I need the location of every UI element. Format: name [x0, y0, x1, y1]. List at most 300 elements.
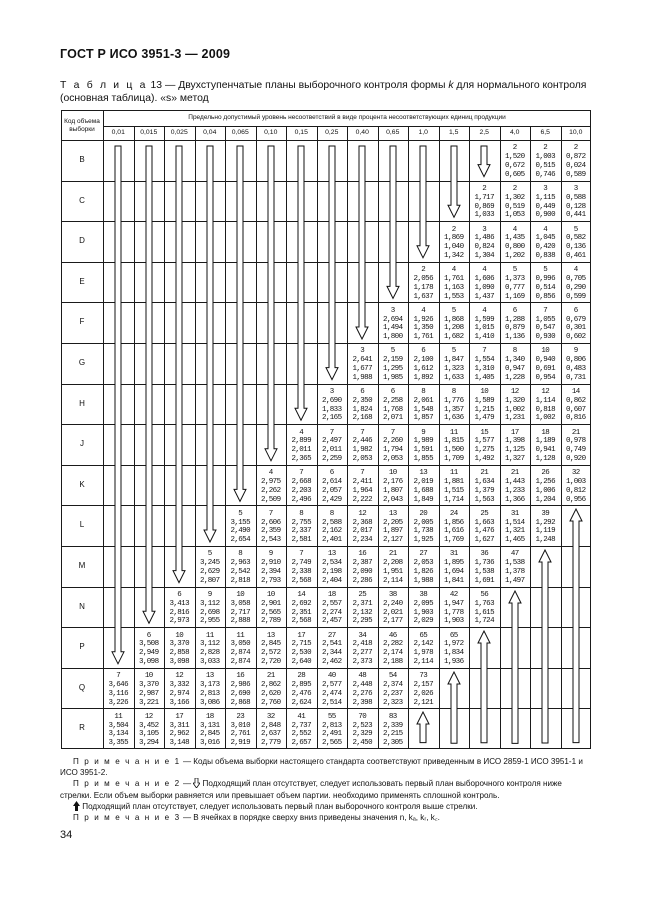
plan-k: 2,387 — [352, 559, 372, 568]
plan-n: 9 — [573, 347, 578, 356]
plan-k: 0,290 — [565, 283, 586, 292]
plan-cell — [530, 181, 561, 222]
plan-k: 2,543 — [260, 536, 281, 545]
plan-k: 3,010 — [230, 721, 250, 730]
plan-k: 0,920 — [565, 454, 586, 463]
plan-cell — [561, 302, 592, 343]
plan-k: 2,418 — [352, 640, 372, 649]
plan-cell — [286, 587, 317, 628]
plan-n: 6 — [390, 388, 395, 396]
plan-cell — [164, 668, 195, 709]
plan-k: 1,350 — [413, 324, 433, 333]
plan-k: 1,233 — [504, 486, 525, 495]
plan-k: 3,504 — [108, 721, 128, 730]
plan-k: 3,050 — [230, 640, 250, 649]
plan-n: 21 — [510, 469, 519, 478]
plan-k: 1,033 — [474, 211, 494, 220]
page-number: 34 — [60, 829, 73, 841]
plan-n: 39 — [541, 509, 550, 518]
plan-k: 1,003 — [535, 153, 555, 162]
up-arrow-icon — [538, 550, 552, 743]
plan-cell — [256, 627, 287, 668]
plan-n: 10 — [144, 672, 153, 681]
plan-k: 2,476 — [291, 689, 311, 698]
plan-cell — [225, 587, 256, 628]
plan-k: 1,869 — [443, 234, 464, 243]
plan-k: 1,563 — [474, 495, 494, 504]
plan-k: 1,320 — [504, 396, 525, 405]
plan-k: 1,688 — [413, 486, 433, 495]
aql-header: 0,065 — [231, 129, 249, 136]
plan-k: 2,552 — [291, 730, 311, 739]
plan-k: 1,342 — [443, 251, 464, 260]
plan-cell — [530, 262, 561, 303]
plan-k: 1,847 — [443, 356, 464, 365]
note-2-text: Подходящий план отсутствует, следует использовать первый план выборочного контроля ниже стрелки. Если объем выборки равняется или превышает объем партии. необходимо применять сплошной контроль. — [60, 779, 562, 800]
plan-k: 1,119 — [535, 527, 555, 536]
plan-k: 2,755 — [291, 518, 311, 527]
note-1 — [60, 756, 593, 778]
plan-n: 7 — [390, 428, 395, 437]
plan-cell — [347, 424, 378, 465]
plan-cell — [408, 668, 439, 709]
plan-cell — [408, 384, 439, 425]
plan-n: 41 — [297, 712, 306, 721]
plan-cell — [317, 465, 348, 506]
plan-k: 3,173 — [199, 681, 220, 689]
plan-k: 2,462 — [321, 657, 342, 666]
plan-k: 2,542 — [230, 568, 250, 576]
plan-cell — [439, 546, 470, 587]
plan-k: 2,668 — [291, 478, 311, 486]
plan-n: 3 — [329, 388, 334, 396]
plan-k: 1,972 — [443, 640, 464, 649]
plan-cell — [195, 587, 226, 628]
plan-n: 13 — [205, 672, 214, 681]
plan-k: 1,776 — [443, 396, 464, 405]
plan-n: 2 — [543, 144, 548, 153]
plan-k: 1,988 — [352, 373, 372, 382]
plan-k: 2,496 — [291, 495, 311, 504]
plan-k: 0,691 — [535, 365, 555, 373]
plan-k: 1,256 — [535, 478, 555, 486]
plan-n: 5 — [573, 225, 578, 234]
plan-k: 2,056 — [413, 275, 433, 283]
plan-cell — [164, 587, 195, 628]
code-label: B — [79, 155, 85, 164]
plan-cell — [469, 587, 500, 628]
plan-k: 0,024 — [565, 162, 586, 170]
plan-k: 1,627 — [474, 536, 494, 545]
plan-k: 2,011 — [321, 446, 342, 455]
aql-header: 0,025 — [170, 129, 188, 136]
plan-k: 2,274 — [321, 608, 342, 617]
plan-k: 1,215 — [474, 405, 494, 414]
up-arrow-icon — [508, 591, 522, 743]
plan-n: 8 — [421, 388, 426, 396]
plan-n: 6 — [177, 591, 182, 599]
plan-k: 1,178 — [413, 283, 433, 292]
plan-n: 3 — [543, 185, 548, 193]
plan-k: 2,114 — [382, 576, 403, 585]
plan-n: 10 — [480, 388, 489, 396]
plan-k: 2,715 — [291, 640, 311, 649]
down-arrow-icon — [142, 146, 156, 623]
plan-k: 2,205 — [382, 518, 403, 527]
plan-cell — [561, 343, 592, 384]
plan-k: 2,973 — [169, 617, 189, 626]
plan-k: 2,963 — [230, 559, 250, 568]
plan-n: 21 — [480, 469, 489, 478]
plan-k: 2,450 — [352, 739, 372, 748]
code-label: J — [80, 439, 84, 449]
plan-n: 14 — [571, 388, 580, 396]
plan-n: 4 — [451, 266, 456, 275]
plan-cell — [317, 424, 348, 465]
plan-k: 2,640 — [291, 657, 311, 666]
plan-cell — [347, 546, 378, 587]
plan-n: 13 — [327, 550, 336, 559]
aql-header: 2,5 — [479, 129, 489, 136]
plan-k: 2,174 — [382, 649, 403, 658]
plan-k: 0,602 — [565, 333, 586, 342]
plan-k: 1,677 — [352, 365, 372, 373]
plan-cell — [347, 587, 378, 628]
plan-k: 2,061 — [413, 396, 433, 405]
plan-k: 2,614 — [321, 478, 342, 486]
plan-n: 21 — [266, 672, 275, 681]
plan-k: 0,856 — [535, 292, 555, 301]
plan-k: 2,095 — [413, 599, 433, 608]
plan-k: 0,515 — [535, 162, 555, 170]
plan-n: 5 — [390, 347, 395, 356]
plan-k: 2,474 — [321, 689, 342, 698]
plan-cell — [225, 708, 256, 749]
plan-cell — [439, 302, 470, 343]
plan-cell — [500, 505, 531, 546]
plan-k: 0,672 — [504, 162, 525, 170]
plan-n: 7 — [268, 509, 273, 518]
plan-k: 2,127 — [382, 536, 403, 545]
plan-k: 1,302 — [504, 193, 525, 202]
plan-cell — [469, 262, 500, 303]
plan-cell — [225, 546, 256, 587]
plan-k: 2,368 — [352, 518, 372, 527]
plan-k: 2,818 — [230, 576, 250, 585]
plan-k: 3,311 — [169, 721, 189, 730]
plan-k: 0,679 — [565, 315, 586, 324]
plan-cell — [134, 627, 165, 668]
plan-cell — [378, 546, 409, 587]
plan-cell — [286, 708, 317, 749]
plan-k: 2,848 — [260, 721, 281, 730]
code-label: C — [79, 195, 85, 205]
plan-k: 2,350 — [352, 396, 372, 405]
plan-cell — [408, 505, 439, 546]
plan-k: 2,071 — [382, 414, 403, 423]
plan-cell — [317, 546, 348, 587]
code-label: F — [79, 317, 85, 327]
plan-n: 10 — [388, 469, 397, 478]
plan-cell — [286, 505, 317, 546]
plan-k: 1,378 — [504, 568, 525, 576]
plan-k: 2,761 — [230, 730, 250, 739]
plan-k: 2,114 — [413, 657, 433, 666]
note-2-dash: — — [180, 779, 194, 789]
plan-k: 1,295 — [382, 365, 403, 373]
plan-n: 18 — [327, 591, 336, 599]
plan-cell — [561, 262, 592, 303]
code-label: H — [79, 398, 85, 408]
plan-n: 12 — [358, 509, 367, 518]
plan-k: 2,338 — [291, 568, 311, 576]
plan-k: 2,005 — [413, 518, 433, 527]
plan-k: 1,778 — [443, 608, 464, 617]
plan-k: 1,714 — [443, 495, 464, 504]
plan-k: 2,807 — [199, 576, 220, 585]
plan-k: 1,709 — [443, 454, 464, 463]
plan-n: 25 — [358, 591, 367, 599]
plan-k: 1,090 — [474, 283, 494, 292]
plan-k: 2,165 — [321, 414, 342, 423]
plan-n: 11 — [205, 631, 214, 640]
plan-k: 2,962 — [169, 730, 189, 739]
caption-k: k — [448, 80, 454, 91]
plan-n: 25 — [480, 509, 489, 518]
plan-cell — [500, 262, 531, 303]
caption-text-end: для нормального контроля (основная таблица). «s» метод — [60, 80, 587, 104]
plan-cell — [103, 668, 134, 709]
plan-cell — [408, 302, 439, 343]
plan-k: 2,654 — [230, 536, 250, 545]
plan-k: 2,690 — [230, 689, 250, 698]
plan-k: 0,806 — [565, 356, 586, 365]
plan-k: 1,310 — [474, 365, 494, 373]
plan-cell — [378, 708, 409, 749]
plan-k: 1,520 — [504, 153, 525, 162]
plan-k: 1,515 — [443, 486, 464, 495]
plan-n: 12 — [541, 388, 550, 396]
plan-k: 3,105 — [138, 730, 159, 739]
plan-k: 2,371 — [352, 599, 372, 608]
plan-k: 2,974 — [169, 689, 189, 698]
note-3-text: — В ячейках в порядке сверху вниз приведены значения n, kₐ, kᵣ, k꜀. — [180, 813, 440, 823]
plan-k: 2,793 — [260, 576, 281, 585]
plan-k: 0,441 — [565, 211, 586, 220]
plan-k: 2,411 — [352, 478, 372, 486]
plan-k: 1,636 — [443, 414, 464, 423]
plan-k: 1,497 — [504, 576, 525, 585]
plan-n: 11 — [114, 712, 123, 721]
plan-n: 20 — [419, 509, 428, 518]
plan-k: 1,055 — [535, 315, 555, 324]
plan-k: 3,221 — [138, 698, 159, 707]
plan-k: 1,841 — [443, 576, 464, 585]
plan-k: 1,015 — [474, 324, 494, 333]
plan-k: 1,486 — [474, 234, 494, 243]
plan-k: 2,043 — [382, 495, 403, 504]
up-arrow-icon — [477, 631, 491, 743]
plan-cell — [195, 627, 226, 668]
plan-n: 3 — [573, 185, 578, 193]
plan-k: 1,633 — [443, 373, 464, 382]
plan-n: 17 — [175, 712, 184, 721]
plan-k: 2,011 — [291, 446, 311, 455]
plan-k: 1,985 — [382, 373, 403, 382]
plan-k: 3,016 — [199, 739, 220, 748]
plan-k: 1,327 — [504, 454, 525, 463]
plan-cell — [530, 343, 561, 384]
plan-cell — [347, 384, 378, 425]
plan-n: 21 — [571, 428, 580, 437]
plan-k: 1,163 — [443, 283, 464, 292]
plan-n: 18 — [205, 712, 214, 721]
plan-n: 9 — [268, 550, 273, 559]
plan-n: 55 — [327, 712, 336, 721]
plan-k: 1,612 — [413, 365, 433, 373]
plan-cell — [561, 384, 592, 425]
plan-cell — [439, 505, 470, 546]
plan-n: 10 — [236, 591, 245, 599]
plan-k: 2,398 — [352, 698, 372, 707]
note-2 — [60, 778, 593, 800]
plan-k: 1,465 — [504, 536, 525, 545]
plan-n: 27 — [327, 631, 336, 640]
plan-k: 1,410 — [474, 333, 494, 342]
note-2-label: П р и м е ч а н и е 2 — [73, 779, 181, 789]
plan-k: 2,845 — [260, 640, 281, 649]
aql-header: 0,40 — [355, 129, 369, 136]
plan-k: 1,947 — [443, 599, 464, 608]
plan-n: 5 — [451, 347, 456, 356]
plan-k: 2,717 — [230, 608, 250, 617]
plan-k: 2,026 — [413, 689, 433, 698]
plan-k: 2,490 — [230, 527, 250, 536]
plan-cell — [469, 424, 500, 465]
plan-cell — [408, 262, 439, 303]
down-arrow-icon — [477, 146, 491, 177]
down-arrow-icon — [233, 146, 247, 501]
plan-k: 3,116 — [108, 689, 128, 698]
plan-k: 1,634 — [474, 478, 494, 486]
plan-cell — [103, 708, 134, 749]
plan-k: 3,058 — [230, 599, 250, 608]
plan-k: 0,705 — [565, 275, 586, 283]
plan-k: 2,620 — [260, 689, 281, 698]
plan-n: 2 — [573, 144, 578, 153]
table-caption — [60, 79, 594, 105]
plan-k: 0,599 — [565, 292, 586, 301]
plan-cell — [317, 505, 348, 546]
plan-k: 1,045 — [535, 234, 555, 243]
plan-n: 4 — [543, 225, 548, 234]
plan-k: 1,824 — [352, 405, 372, 414]
plan-k: 1,763 — [474, 599, 494, 608]
plan-k: 2,606 — [260, 518, 281, 527]
plan-k: 1,476 — [474, 527, 494, 536]
plan-k: 0,301 — [565, 324, 586, 333]
plan-k: 0,941 — [535, 446, 555, 455]
plan-cell — [256, 587, 287, 628]
plan-k: 2,262 — [260, 486, 281, 495]
plan-k: 2,901 — [260, 599, 281, 608]
plan-cell — [530, 140, 561, 181]
plan-k: 2,749 — [291, 559, 311, 568]
plan-cell — [286, 627, 317, 668]
plan-k: 2,565 — [321, 739, 342, 748]
plan-cell — [439, 424, 470, 465]
plan-cell — [530, 302, 561, 343]
plan-cell — [378, 505, 409, 546]
plan-n: 65 — [449, 631, 458, 640]
plan-k: 1,304 — [474, 251, 494, 260]
plan-k: 1,589 — [474, 396, 494, 405]
plan-k: 1,114 — [535, 396, 555, 405]
plan-k: 2,955 — [199, 617, 220, 626]
plan-k: 0,954 — [535, 373, 555, 382]
plan-k: 2,157 — [413, 681, 433, 689]
plan-k: 2,986 — [230, 681, 250, 689]
plan-cell — [195, 668, 226, 709]
plan-cell — [347, 505, 378, 546]
plan-k: 2,624 — [291, 698, 311, 707]
plan-k: 2,862 — [260, 681, 281, 689]
plan-n: 4 — [299, 428, 304, 437]
plan-k: 2,698 — [199, 608, 220, 617]
plan-k: 1,366 — [504, 495, 525, 504]
plan-cell — [500, 140, 531, 181]
plan-n: 4 — [482, 306, 487, 315]
aql-header: 4,0 — [510, 129, 520, 136]
plan-k: 1,003 — [565, 478, 586, 486]
plan-k: 1,857 — [413, 414, 433, 423]
plan-k: 1,002 — [504, 405, 525, 414]
plan-k: 2,277 — [352, 649, 372, 658]
plan-k: 2,534 — [321, 559, 342, 568]
plan-k: 0,607 — [565, 405, 586, 414]
plan-k: 2,057 — [321, 486, 342, 495]
plan-cell — [530, 424, 561, 465]
plan-k: 1,321 — [504, 527, 525, 536]
plan-cell — [530, 221, 561, 262]
plan-k: 0,746 — [535, 170, 555, 179]
plan-k: 2,198 — [321, 568, 342, 576]
plan-k: 1,761 — [413, 333, 433, 342]
plan-k: 2,401 — [321, 536, 342, 545]
aql-header: 1,5 — [449, 129, 459, 136]
plan-k: 1,405 — [474, 373, 494, 382]
plan-cell — [378, 627, 409, 668]
plan-cell — [439, 384, 470, 425]
plan-k: 1,202 — [504, 251, 525, 260]
plan-n: 2 — [512, 185, 517, 193]
down-arrow-icon — [264, 146, 278, 461]
plan-k: 1,500 — [443, 446, 464, 455]
plan-cell — [378, 424, 409, 465]
plan-k: 2,053 — [352, 454, 372, 463]
plan-n: 65 — [419, 631, 428, 640]
up-arrow-icon — [447, 672, 461, 743]
plan-k: 2,514 — [321, 698, 342, 707]
plan-k: 3,098 — [169, 657, 189, 666]
plan-k: 2,568 — [291, 617, 311, 626]
plan-k: 0,605 — [504, 170, 525, 179]
plan-k: 1,769 — [443, 536, 464, 545]
plan-k: 2,509 — [260, 495, 281, 504]
plan-cell — [530, 505, 561, 546]
plan-n: 7 — [116, 672, 121, 681]
plan-k: 3,355 — [108, 739, 128, 748]
